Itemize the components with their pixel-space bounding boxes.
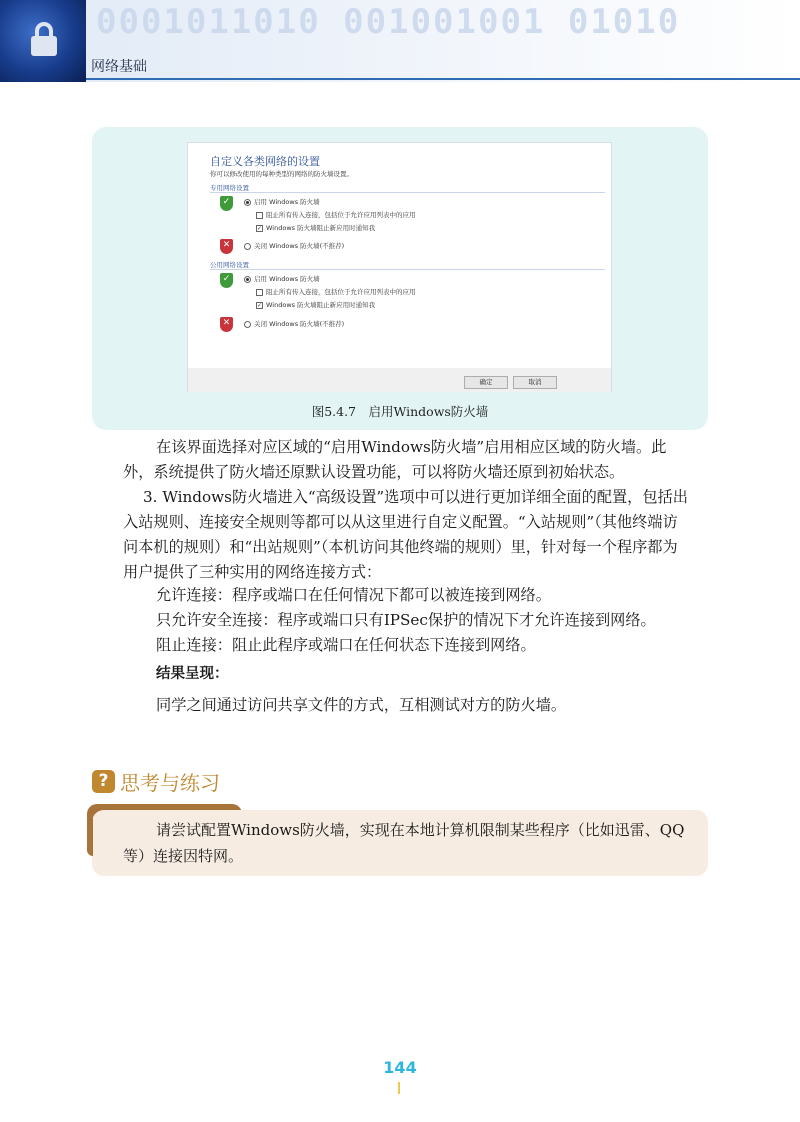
page-number: 144 (383, 1058, 417, 1077)
settings-heading: 自定义各类网络的设置 (210, 155, 320, 168)
radio-icon (244, 243, 251, 250)
result-heading: 结果呈现： (156, 666, 229, 682)
firewall-settings-screenshot (187, 142, 612, 392)
private-enable-option[interactable]: 启用 Windows 防火墙 (244, 197, 320, 206)
ok-button[interactable]: 确定 (464, 376, 508, 389)
paragraph: 允许连接：程序或端口在任何情况下都可以被连接到网络。 (156, 586, 551, 604)
paragraph: 阻止连接：阻止此程序或端口在任何状态下连接到网络。 (156, 636, 536, 654)
paragraph: 只允许安全连接：程序或端口只有IPSec保护的情况下才允许连接到网络。 (156, 611, 656, 629)
radio-icon (244, 321, 251, 328)
exercise-accent (87, 810, 93, 856)
private-network-label: 专用网络设置 (210, 184, 249, 192)
checkbox-icon (256, 289, 263, 296)
header-rule (86, 78, 800, 80)
chapter-title: 网络基础 (91, 59, 147, 75)
paragraph: 同学之间通过访问共享文件的方式，互相测试对方的防火墙。 (156, 696, 567, 714)
page-header (0, 0, 800, 82)
page-number-tick (398, 1082, 400, 1094)
public-disable-option[interactable]: 关闭 Windows 防火墙(不推荐) (244, 319, 344, 328)
practice-heading (92, 768, 220, 794)
question-icon: ? (92, 770, 115, 793)
public-network-label: 公用网络设置 (210, 261, 249, 269)
public-enable-option[interactable]: 启用 Windows 防火墙 (244, 274, 320, 283)
shield-check-icon: ✓ (220, 273, 233, 288)
binary-decoration: 0001011010 001001001 01010 (96, 2, 681, 42)
section-divider (210, 192, 605, 193)
cancel-button[interactable]: 取消 (513, 376, 557, 389)
checkbox-checked-icon: ✓ (257, 224, 263, 232)
paragraph: 在该界面选择对应区域的“启用Windows防火墙”启用相应区域的防火墙。此外，系统提供了防火墙还原默认设置功能，可以将防火墙还原到初始状态。 (123, 438, 667, 481)
section-divider (210, 269, 605, 270)
shield-check-icon: ✓ (220, 196, 233, 211)
paragraph: 3. Windows防火墙进入“高级设置”选项中可以进行更加详细全面的配置，包括出入站规则、连接安全规则等都可以从这里进行自定义配置。“入站规则”（其他终端访问本机的规则）和“出站规则”（本机访问其他终端的规则）里，针对每一个程序都为用户提供了三种实用的网络连接方式： (123, 488, 688, 581)
checkbox-checked-icon: ✓ (257, 301, 263, 309)
private-notify-option[interactable]: ✓ Windows 防火墙阻止新应用时通知我 (257, 224, 376, 232)
radio-icon (244, 199, 251, 206)
private-disable-option[interactable]: 关闭 Windows 防火墙(不推荐) (244, 241, 344, 250)
shield-x-icon: ✕ (220, 317, 233, 332)
public-block-option[interactable]: 阻止所有传入连接，包括位于允许应用列表中的应用 (256, 287, 416, 296)
figure-caption: 图5.4.7 启用Windows防火墙 (311, 404, 489, 419)
practice-title: 思考与练习 (120, 770, 220, 795)
shield-x-icon: ✕ (220, 239, 233, 254)
public-notify-option[interactable]: ✓ Windows 防火墙阻止新应用时通知我 (257, 301, 376, 309)
checkbox-icon (256, 212, 263, 219)
settings-description: 你可以修改使用的每种类型的网络的防火墙设置。 (210, 170, 353, 178)
radio-icon (244, 276, 251, 283)
exercise-text: 请尝试配置Windows防火墙，实现在本地计算机限制某些程序（比如迅雷、QQ等）连接因特网。 (123, 821, 685, 865)
lock-icon (0, 0, 86, 82)
private-block-option[interactable]: 阻止所有传入连接，包括位于允许应用列表中的应用 (256, 210, 416, 219)
